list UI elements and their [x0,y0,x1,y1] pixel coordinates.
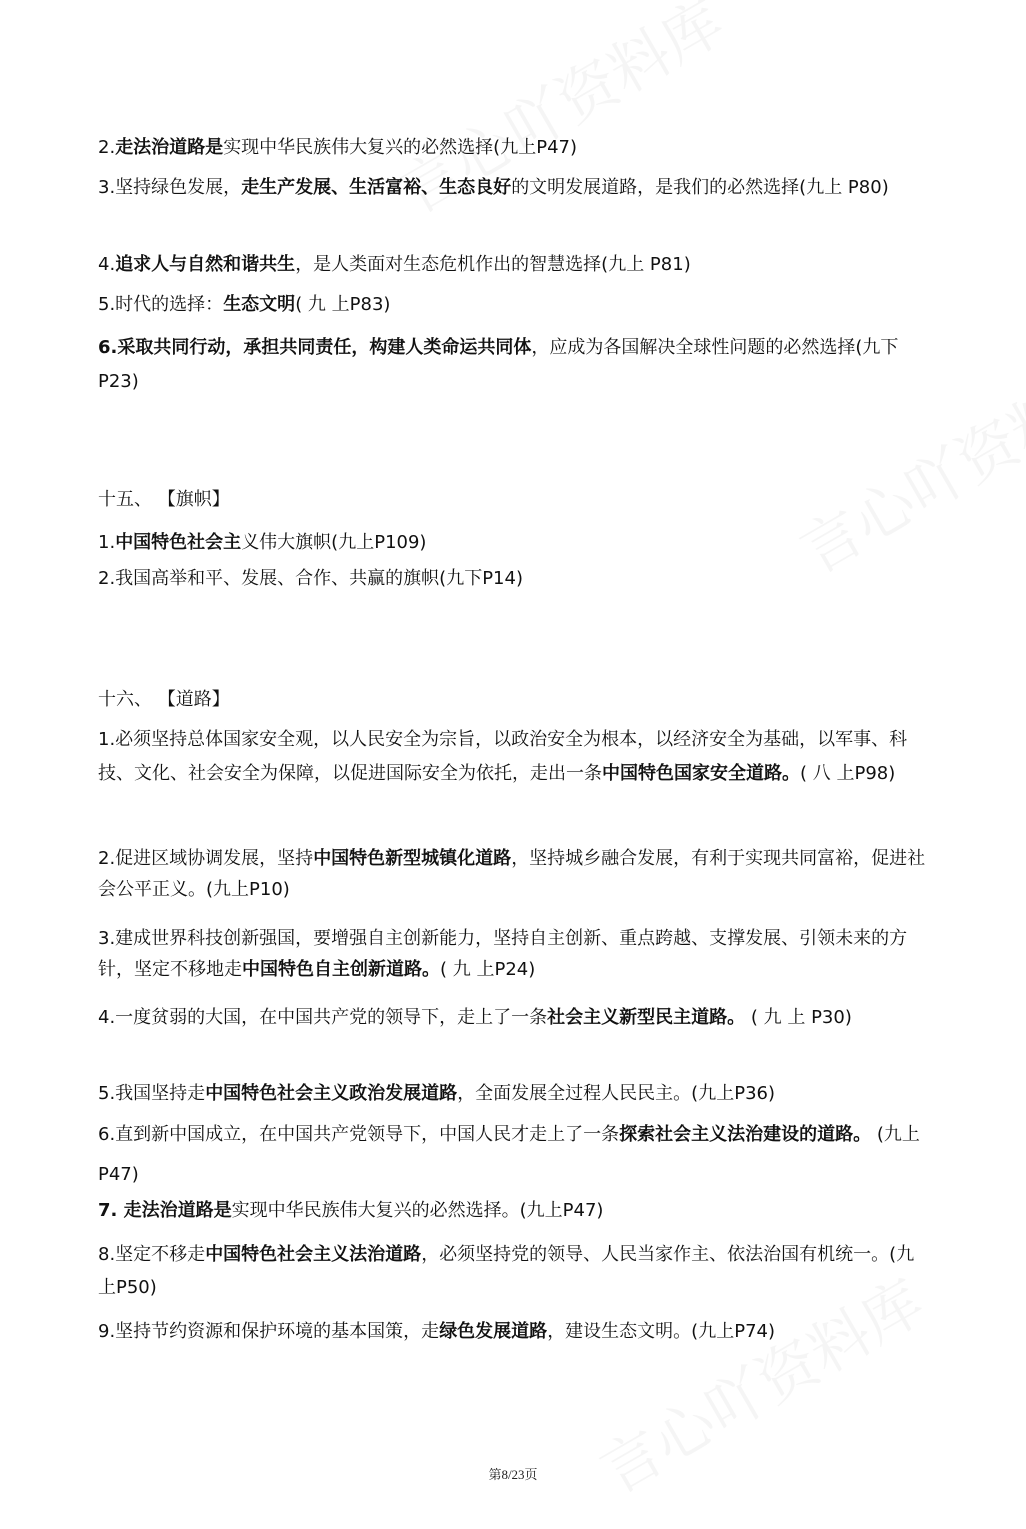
text-segment: 6.直到新中国成立，在中国共产党领导下，中国人民才走上了一条 [98,1124,620,1145]
bold-text: 中国特色国家安全道路。 [602,763,800,784]
paragraph [98,132,928,163]
text-segment: 2. [98,137,116,158]
bold-text: 中国特色社会主义政治发展道路 [205,1083,458,1104]
text-segment: 义伟大旗帜(九上P109) [241,532,427,553]
section-heading: 十五、 【旗帜】 [98,489,230,510]
text-segment: ，必须坚持党的领导、人民当家作主、依法治国有机统一。(九上P50) [98,1244,915,1298]
paragraph [98,1002,928,1033]
bold-text: 生态文明 [223,294,296,315]
paragraph [98,1115,928,1195]
text-segment: 3.建成世界科技创新强国，要增强自主创新能力，坚持自主创新、重点跨越、支撑发展、引领未来的方针，坚定不移地走 [98,928,908,980]
bold-text: 7. 走法治道路是 [98,1200,232,1221]
bold-text: 绿色发展道路 [439,1321,548,1342]
text-segment: 3.坚持绿色发展， [98,177,242,198]
bold-text: 中国特色新型城镇化道路 [313,848,512,869]
paragraph [98,843,928,905]
text-segment: (九上P47) [98,1124,920,1185]
bold-text: 走生产发展、生活富裕、生态良好 [241,177,512,198]
text-segment: 实现中华民族伟大复兴的必然选择(九上P47) [223,137,577,158]
section-heading: 十六、 【道路】 [98,689,230,710]
page-number: 第8/23页 [488,1467,538,1482]
text-segment: ，应成为各国解决全球性问题的必然选择(九下P23) [98,337,899,392]
bold-text: 走法治道路是 [115,137,224,158]
text-segment: ( 八 上P98) [800,763,896,784]
paragraph [98,289,928,320]
text-segment: 9.坚持节约资源和保护环境的基本国策，走 [98,1321,440,1342]
paragraph [98,331,928,399]
text-segment: 4.一度贫弱的大国，在中国共产党的领导下，走上了一条 [98,1007,548,1028]
paragraph [98,1316,928,1347]
paragraph [98,1238,928,1304]
text-segment: 2.促进区域协调发展，坚持 [98,848,314,869]
bold-text: 6.采取共同行动，承担共同责任，构建人类命运共同体 [98,337,532,358]
text-segment: 1.必须坚持总体国家安全观，以人民安全为宗旨，以政治安全为根本，以经济安全为基础，以军事、科技、文化、社会安全为保障，以促进国际安全为依托，走出一条 [98,729,908,784]
bold-text: 中国特色社会主义法治道路 [205,1244,422,1265]
text-segment: 实现中华民族伟大复兴的必然选择。(九上P47) [231,1200,604,1221]
paragraph [98,723,928,791]
text-segment: ，坚持城乡融合发展，有利于实现共同富裕，促进社会公平正义。(九上P10) [98,848,926,900]
text-segment: 1. [98,532,116,553]
text-segment: ( 九 上P83) [295,294,391,315]
text-segment: 2.我国高举和平、发展、合作、共赢的旗帜(九下P14) [98,568,523,589]
bold-text: 社会主义新型民主道路。 [547,1007,746,1028]
text-segment: ，是人类面对生态危机作出的智慧选择(九上 P81) [295,254,691,275]
paragraph [98,527,928,558]
text-segment: ，全面发展全过程人民民主。(九上P36) [457,1083,775,1104]
paragraph [98,249,928,280]
paragraph [98,923,928,985]
text-segment: 5.我国坚持走 [98,1083,206,1104]
text-segment: 4. [98,254,116,275]
text-segment: 8.坚定不移走 [98,1244,206,1265]
bold-text: 探索社会主义法治建设的道路。 [619,1124,872,1145]
bold-text: 追求人与自然和谐共生 [115,254,296,275]
text-segment: ( 九 上 P30) [745,1007,852,1028]
bold-text: 中国特色自主创新道路。 [242,959,440,980]
paragraph [98,1078,928,1109]
paragraph [98,1195,928,1226]
text-segment: ，建设生态文明。(九上P74) [547,1321,775,1342]
bold-text: 中国特色社会主 [115,532,242,553]
text-segment: 5.时代的选择： [98,294,224,315]
paragraph [98,563,928,594]
paragraph [98,172,928,203]
text-segment: 的文明发展道路，是我们的必然选择(九上 P80) [511,177,889,198]
text-segment: ( 九 上P24) [440,959,536,980]
